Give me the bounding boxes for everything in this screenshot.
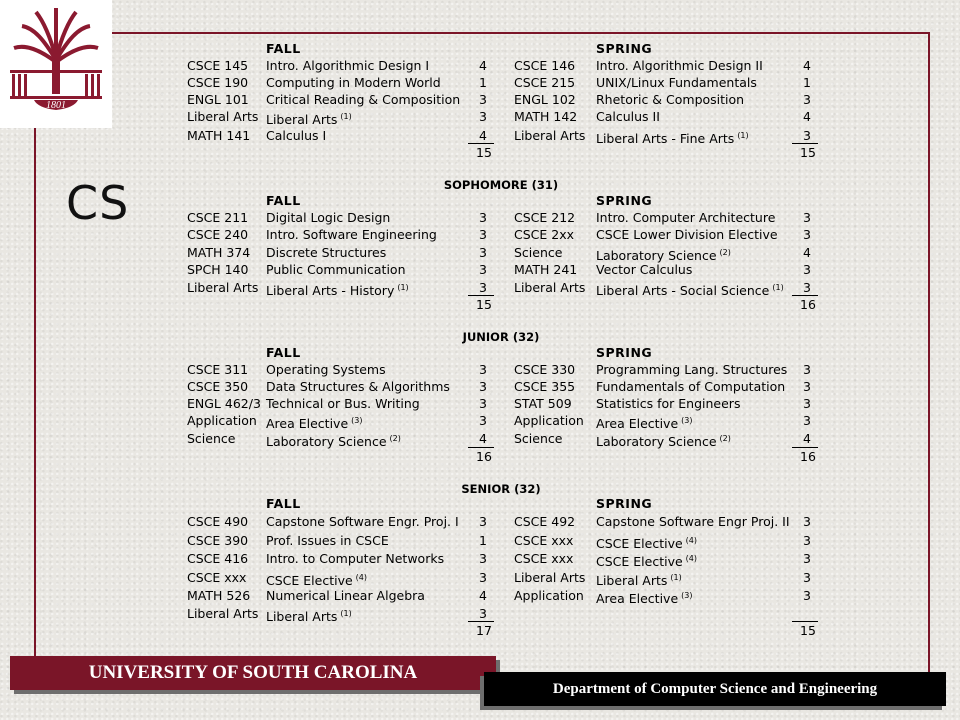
course-title-text: CSCE Lower Division Elective [596,227,778,242]
course-title [266,534,389,548]
semester-total: 17 [476,623,492,638]
course-title [266,281,409,298]
course-title [266,571,367,588]
course-code: CSCE 330 [514,362,576,377]
credit-hours: 3 [803,262,811,277]
course-title [266,246,386,260]
course-title [266,552,444,566]
department-banner [484,672,946,706]
frame-right-line [928,32,930,672]
course-title [596,589,692,606]
fall-header: FALL [266,345,301,360]
credit-hours: 3 [479,551,487,566]
course-code: CSCE 390 [187,533,249,548]
course-code: ENGL 102 [514,92,576,107]
credit-hours: 4 [803,58,811,73]
course-title [266,211,390,225]
course-title-text: Computing in Modern World [266,75,441,90]
course-title-text: Intro. Computer Architecture [596,210,776,225]
footnote-marker: (2) [389,434,401,443]
course-code: CSCE 492 [514,514,576,529]
course-code: ENGL 101 [187,92,249,107]
course-title-text: Programming Lang. Structures [596,362,788,377]
footnote-marker: (4) [685,554,698,563]
course-title [596,397,740,411]
total-underline [468,447,494,448]
course-title [596,380,785,394]
footnote-marker: (3) [681,591,693,600]
fall-header: FALL [266,41,301,56]
footnote-marker: (1) [397,283,409,292]
credit-hours: 3 [479,362,487,377]
course-code: Liberal Arts [514,128,586,143]
course-title [596,93,744,107]
semester-total: 16 [476,449,492,464]
credit-hours: 3 [803,210,811,225]
course-title [266,363,386,377]
course-title-text: Numerical Linear Algebra [266,588,425,603]
credit-hours: 3 [803,379,811,394]
course-title-text: Laboratory Science [266,434,387,449]
course-title-text: Operating Systems [266,362,386,377]
course-code: CSCE 240 [187,227,249,242]
course-title [596,228,778,242]
course-title-text: UNIX/Linux Fundamentals [596,75,757,90]
credit-hours: 3 [479,109,487,124]
course-title [266,397,420,411]
course-code: CSCE 2xx [514,227,575,242]
credit-hours: 3 [479,262,487,277]
footnote-marker: (2) [719,248,731,257]
course-code: CSCE 416 [187,551,249,566]
total-underline [468,143,494,144]
course-title [596,129,749,146]
course-title-text: Rhetoric & Composition [596,92,745,107]
course-title-text: CSCE Elective [596,554,683,569]
course-code: CSCE 355 [514,379,576,394]
course-title-text: Liberal Arts [266,112,338,127]
course-title [266,59,429,73]
spring-header: SPRING [596,41,653,56]
credit-hours: 3 [479,606,487,621]
credit-hours: 4 [803,431,811,446]
course-title [596,432,731,449]
total-underline [468,621,494,622]
course-code: Science [514,431,563,446]
slide-title: CS [66,176,130,230]
course-title [266,515,459,529]
course-title [266,589,425,603]
university-logo [0,0,112,128]
course-code: CSCE 145 [187,58,249,73]
course-title-text: Vector Calculus [596,262,693,277]
course-title-text: Discrete Structures [266,245,387,260]
credit-hours: 3 [803,128,811,143]
course-code: SPCH 140 [187,262,249,277]
course-title [596,414,692,431]
spring-header: SPRING [596,496,653,511]
course-title [266,263,406,277]
footnote-marker: (1) [340,112,352,121]
course-title [596,515,790,529]
course-title-text: Area Elective [596,416,679,431]
course-title [596,571,682,588]
credit-hours: 4 [803,245,811,260]
credit-hours: 3 [479,379,487,394]
course-title [266,129,326,143]
course-title [596,110,660,124]
svg-text:1801: 1801 [46,100,66,111]
fall-header: FALL [266,193,301,208]
course-code: CSCE 211 [187,210,249,225]
course-title [596,211,775,225]
course-title [596,246,731,263]
credit-hours: 3 [803,396,811,411]
course-code: CSCE 146 [514,58,576,73]
course-title [596,76,757,90]
course-title-text: Capstone Software Engr. Proj. I [266,514,459,529]
course-title-text: Statistics for Engineers [596,396,741,411]
credit-hours: 3 [803,227,811,242]
credit-hours: 3 [803,570,811,585]
total-underline [468,295,494,296]
credit-hours: 3 [479,210,487,225]
course-title-text: Laboratory Science [596,248,717,263]
credit-hours: 3 [803,514,811,529]
course-title-text: Capstone Software Engr Proj. II [596,514,790,529]
course-title [596,534,697,551]
course-code: Application [514,588,584,603]
course-code: Liberal Arts [514,570,586,585]
credit-hours: 1 [479,533,487,548]
spring-header: SPRING [596,193,653,208]
semester-total: 16 [800,449,816,464]
course-code: CSCE 190 [187,75,249,90]
course-title [266,414,362,431]
year-label: SOPHOMORE (31) [443,178,559,192]
course-title-text: Intro. Software Engineering [266,227,437,242]
frame-top-line [112,32,930,34]
course-title-text: Fundamentals of Computation [596,379,786,394]
footnote-marker: (1) [737,131,749,140]
department-name: Department of Computer Science and Engineering [552,680,878,697]
course-code: CSCE 215 [514,75,576,90]
credit-hours: 4 [479,431,487,446]
course-title-text: Critical Reading & Composition [266,92,461,107]
fall-header: FALL [266,496,301,511]
total-underline [792,143,818,144]
course-title [266,432,401,449]
spring-header: SPRING [596,345,653,360]
credit-hours: 3 [803,588,811,603]
semester-total: 16 [800,297,816,312]
credit-hours: 3 [479,396,487,411]
course-code: Science [514,245,563,260]
course-title [596,363,787,377]
course-code: MATH 141 [187,128,251,143]
credit-hours: 3 [479,227,487,242]
course-title-text: CSCE Elective [266,573,353,588]
credit-hours: 3 [479,570,487,585]
course-title [266,93,460,107]
course-title-text: Technical or Bus. Writing [266,396,420,411]
credit-hours: 3 [479,245,487,260]
credit-hours: 3 [803,413,811,428]
course-title [596,263,692,277]
palmetto-seal-icon [0,0,112,128]
course-title [266,380,450,394]
credit-hours: 3 [803,280,811,295]
course-title-text: Liberal Arts - Social Science [596,283,770,298]
footnote-marker: (1) [340,609,352,618]
course-title-text: Liberal Arts - History [266,283,395,298]
footnote-marker: (4) [355,573,368,582]
frame-left-line [34,128,36,656]
course-title-text: Laboratory Science [596,434,717,449]
course-title-text: Area Elective [266,416,349,431]
course-title [266,228,437,242]
credit-hours: 3 [479,280,487,295]
year-label: JUNIOR (32) [462,330,540,344]
course-title-text: Data Structures & Algorithms [266,379,450,394]
course-code: Liberal Arts [187,606,259,621]
course-code: ENGL 462/3 [187,396,261,411]
course-code: CSCE 212 [514,210,576,225]
credit-hours: 3 [803,362,811,377]
credit-hours: 3 [479,413,487,428]
credit-hours: 3 [803,533,811,548]
credit-hours: 4 [803,109,811,124]
course-code: MATH 142 [514,109,578,124]
course-code: MATH 374 [187,245,251,260]
university-name: UNIVERSITY OF SOUTH CAROLINA [88,662,418,683]
footnote-marker: (3) [351,416,363,425]
semester-total: 15 [476,297,492,312]
course-title-text: Intro. to Computer Networks [266,551,445,566]
course-code: Liberal Arts [187,280,259,295]
credit-hours: 4 [479,588,487,603]
footnote-marker: (1) [772,283,784,292]
university-banner [10,656,496,690]
course-code: CSCE 311 [187,362,249,377]
credit-hours: 3 [803,551,811,566]
credit-hours: 4 [479,58,487,73]
course-title-text: CSCE Elective [596,536,683,551]
course-code: Liberal Arts [514,280,586,295]
course-code: Application [514,413,584,428]
credit-hours: 1 [803,75,811,90]
credit-hours: 4 [479,128,487,143]
course-title [596,59,763,73]
course-title [266,110,352,127]
course-title-text: Digital Logic Design [266,210,391,225]
course-code: STAT 509 [514,396,572,411]
course-code: CSCE 490 [187,514,249,529]
course-title-text: Liberal Arts - Fine Arts [596,131,735,146]
course-code: Science [187,431,236,446]
footnote-marker: (4) [685,536,698,545]
total-underline [792,621,818,622]
credit-hours: 1 [479,75,487,90]
course-code: CSCE xxx [514,533,574,548]
course-title-text: Area Elective [596,591,679,606]
total-underline [792,447,818,448]
semester-total: 15 [800,145,816,160]
footnote-marker: (3) [681,416,693,425]
semester-total: 15 [800,623,816,638]
course-title-text: Prof. Issues in CSCE [266,533,389,548]
credit-hours: 3 [479,514,487,529]
course-title-text: Liberal Arts [266,609,338,624]
course-code: CSCE xxx [187,570,247,585]
course-code: CSCE 350 [187,379,249,394]
course-code: MATH 241 [514,262,578,277]
course-title-text: Liberal Arts [596,573,668,588]
course-title [266,76,441,90]
course-code: CSCE xxx [514,551,574,566]
course-code: Liberal Arts [187,109,259,124]
year-label: SENIOR (32) [461,482,541,496]
course-title-text: Public Communication [266,262,406,277]
credit-hours: 3 [479,92,487,107]
course-title-text: Intro. Algorithmic Design II [596,58,763,73]
course-title-text: Calculus II [596,109,660,124]
course-code: Application [187,413,257,428]
course-title [266,607,352,624]
course-title-text: Intro. Algorithmic Design I [266,58,430,73]
total-underline [792,295,818,296]
footnote-marker: (2) [719,434,731,443]
credit-hours: 3 [803,92,811,107]
course-title [596,552,697,569]
semester-total: 15 [476,145,492,160]
course-title-text: Calculus I [266,128,327,143]
footnote-marker: (1) [670,573,682,582]
course-code: MATH 526 [187,588,251,603]
course-title [596,281,784,298]
